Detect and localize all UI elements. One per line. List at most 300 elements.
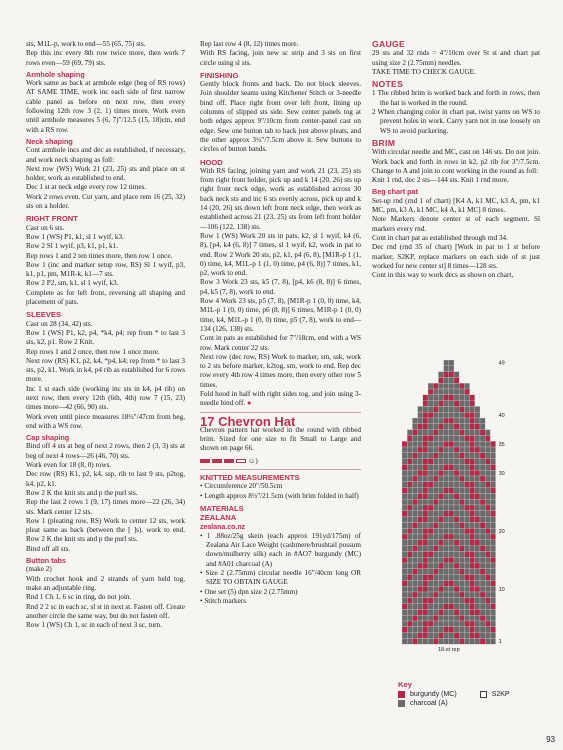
chart-cell: [464, 447, 469, 453]
chart-cell: [449, 580, 454, 586]
chart-cell: [407, 609, 412, 615]
chart-cell: [454, 493, 459, 499]
chart-cell: [418, 517, 423, 523]
chart-cell: [402, 569, 407, 575]
chart-cell: [438, 499, 443, 505]
chart-cell: [485, 517, 490, 523]
chart-cell: [449, 517, 454, 523]
chart-cell: [444, 511, 449, 517]
chart-cell: [459, 534, 464, 540]
chart-cell: [423, 615, 428, 621]
chart-cell: [475, 435, 480, 441]
chart-cell: [449, 505, 454, 511]
chart-cell: [449, 430, 454, 436]
chart-cell: [475, 453, 480, 459]
chart-cell: [433, 418, 438, 424]
chart-cell: [428, 447, 433, 453]
chart-cell: [423, 493, 428, 499]
chart-cell: [402, 464, 407, 470]
chart-cell: [490, 476, 495, 482]
chart-cell: [433, 430, 438, 436]
chart-cell: [449, 412, 454, 418]
chart-cell: [412, 522, 417, 528]
chart-cell: [407, 557, 412, 563]
chart-cell: [454, 569, 459, 575]
chart-cell: [444, 586, 449, 592]
chart-cell: [407, 551, 412, 557]
chart-cell: [454, 424, 459, 430]
chart-cell: [407, 459, 412, 465]
chart-cell: [490, 586, 495, 592]
chart-cell: [480, 528, 485, 534]
section-heading: SLEEVES: [26, 310, 62, 320]
chart-cell: [449, 615, 454, 621]
body-text: Work same as back at armhole edge (beg of RS rows) AT SAME TIME, work inc each side of first narrow cable panel as before on next row, then every following 12th row 3 (2, 1) times more. Work even until armhole measures 5 (6, 7)"/12.5 (15, 18)cm, end with a RS row.: [26, 79, 185, 134]
chart-cell: [454, 609, 459, 615]
chart-cell: [423, 609, 428, 615]
chart-cell: [428, 505, 433, 511]
chart-cell: [449, 441, 454, 447]
chart-cell: [402, 470, 407, 476]
chart-cell: [407, 540, 412, 546]
chart-cell: [402, 604, 407, 610]
chart-cell: [444, 638, 449, 644]
chart-cell: [433, 546, 438, 552]
chart-cell: [438, 621, 443, 627]
chart-cell: [423, 418, 428, 424]
chart-cell: [470, 586, 475, 592]
chart-cell: [433, 615, 438, 621]
chart-cell: [423, 459, 428, 465]
chart-cell: [485, 470, 490, 476]
key-heading: Key: [398, 680, 412, 689]
chart-cell: [454, 488, 459, 494]
chart-cell: [449, 476, 454, 482]
chart-cell: [428, 540, 433, 546]
chart-cell: [433, 424, 438, 430]
chart-cell: [433, 627, 438, 633]
chart-cell: [485, 627, 490, 633]
chart-cell: [480, 598, 485, 604]
chart-cell: [464, 476, 469, 482]
chart-cell: [464, 389, 469, 395]
chart-cell: [490, 540, 495, 546]
chart-cell: [459, 615, 464, 621]
chart-cell: [438, 586, 443, 592]
chart-cell: [459, 430, 464, 436]
chart-cell: [407, 633, 412, 639]
chart-cell: [470, 557, 475, 563]
chart-cell: [418, 430, 423, 436]
chart-cell: [485, 488, 490, 494]
chart-cell: [459, 435, 464, 441]
chart-cell: [449, 424, 454, 430]
chart-cell: [470, 493, 475, 499]
chart-cell: [423, 580, 428, 586]
body-text: Cast on 28 (34, 42) sts. Row 1 (WS) P1, k2, p4, *k4, p4; rep from * to last 3 sts, k2, p1. Row 2 Knit. Rep rows 1 and 2 once, then row 1 once more. Next row (RS) K1, p2, k4, *p4, k4; rep from * to last 3 sts, p2, k1. Work in k4, p4 rib as established for 6 rows more. Inc 1 st each side (working inc sts in k4, p4 rib) on next row, then every 12th (6th, 4th) row 7 (15, 23) times more—42 (66, 90) sts. Work even until piece measures 18½"/47cm from beg, end with a WS row.: [26, 319, 185, 430]
chart-cell: [428, 424, 433, 430]
chart-cell: [428, 598, 433, 604]
chart-cell: [470, 401, 475, 407]
chart-cell: [449, 638, 454, 644]
chart-cell: [454, 406, 459, 412]
chart-cell: [454, 575, 459, 581]
chart-cell: [433, 534, 438, 540]
section-heading: Beg chart pat: [372, 187, 418, 197]
list-item: • 1 .88oz/25g skein (each approx 191yd/175m) of Zealana Air Lace Weight (cashmere/brushtail possum down/mulberry silk) each in #AO7 burgundy (MC) and #A01 charcoal (A): [200, 531, 361, 568]
chart-cell: [423, 441, 428, 447]
chart-cell: [475, 459, 480, 465]
chart-cell: [423, 540, 428, 546]
chart-cell: [418, 598, 423, 604]
chart-cell: [412, 627, 417, 633]
chart-cell: [459, 546, 464, 552]
chart-cell: [402, 505, 407, 511]
chart-cell: [480, 470, 485, 476]
chart-cell: [454, 586, 459, 592]
chart-cell: [459, 499, 464, 505]
chart-cell: [464, 383, 469, 389]
chart-cell: [485, 453, 490, 459]
chart-cell: [464, 418, 469, 424]
chart-cell: [475, 563, 480, 569]
chart-cell: [464, 580, 469, 586]
chart-cell: [454, 534, 459, 540]
chart-cell: [470, 575, 475, 581]
chart-cell: [438, 627, 443, 633]
chart-cell: [485, 522, 490, 528]
chart-cell: [402, 621, 407, 627]
chart-cell: [475, 633, 480, 639]
chart-cell: [444, 627, 449, 633]
chart-cell: [464, 488, 469, 494]
chart-cell: [454, 528, 459, 534]
chart-cell: [480, 459, 485, 465]
chart-cell: [470, 447, 475, 453]
column-1: [26, 40, 185, 630]
chart-cell: [402, 517, 407, 523]
chart-cell: [423, 575, 428, 581]
chart-cell: [418, 638, 423, 644]
chart-cell: [459, 621, 464, 627]
chart-cell: [428, 412, 433, 418]
chart-cell: [412, 609, 417, 615]
chart-cell: [464, 598, 469, 604]
key-row: [398, 700, 548, 707]
chart-row-label: 40: [498, 412, 505, 419]
chart-cell: [428, 609, 433, 615]
chart-cell: [480, 580, 485, 586]
chart-cell: [454, 447, 459, 453]
chart-cell: [490, 592, 495, 598]
chart-cell: [444, 528, 449, 534]
chart-cell: [433, 406, 438, 412]
chart-cell: [418, 464, 423, 470]
chart-cell: [433, 412, 438, 418]
chart-cell: [480, 615, 485, 621]
chart-cell: [412, 586, 417, 592]
chart-cell: [412, 418, 417, 424]
chart-cell: [459, 627, 464, 633]
chart-cell: [480, 609, 485, 615]
chart-cell: [444, 505, 449, 511]
chart-cell: [438, 563, 443, 569]
chart-cell: [454, 464, 459, 470]
chart-cell: [459, 592, 464, 598]
chart-cell: [449, 551, 454, 557]
chart-cell: [449, 493, 454, 499]
chart-cell: [418, 627, 423, 633]
chart-cell: [438, 557, 443, 563]
chart-cell: [412, 569, 417, 575]
body-text: With circular needle and MC, cast on 146 sts. Do not join. Work back and forth in rows in k2, p2 rib for 3"/7.5cm. Change to A and join to cont working in the round as foll: Knit 1 rnd, dec 2 sts—144 sts. Knit 1 rnd more.: [372, 148, 540, 185]
chart-cell: [470, 528, 475, 534]
chart-cell: [490, 470, 495, 476]
chart-cell: [423, 505, 428, 511]
chart-cell: [480, 534, 485, 540]
chart-cell: [454, 638, 459, 644]
chart-cell: [449, 522, 454, 528]
section-heading: Button tabs: [26, 556, 66, 566]
chart-cell: [470, 424, 475, 430]
chart-cell: [428, 493, 433, 499]
chart-cell: [438, 418, 443, 424]
chart-cell: [412, 604, 417, 610]
chart-cell: [428, 499, 433, 505]
chart-cell: [475, 418, 480, 424]
chart-cell: [470, 511, 475, 517]
chart-cell: [433, 476, 438, 482]
chart-cell: [449, 453, 454, 459]
chart-cell: [433, 493, 438, 499]
chart-cell: [464, 499, 469, 505]
chart-cell: [438, 534, 443, 540]
chart-cell: [454, 546, 459, 552]
chart-cell: [444, 377, 449, 383]
chart-cell: [433, 580, 438, 586]
section-heading: FINISHING: [200, 70, 239, 80]
chart-cell: [423, 511, 428, 517]
chart-cell: [444, 366, 449, 372]
chart-cell: [444, 360, 449, 366]
chart-cell: [454, 459, 459, 465]
chart-cell: [490, 453, 495, 459]
chart-cell: [454, 592, 459, 598]
chart-cell: [423, 528, 428, 534]
chart-cell: [444, 389, 449, 395]
chart-cell: [444, 412, 449, 418]
chart-cell: [412, 575, 417, 581]
column-2: [200, 40, 361, 606]
chart-cell: [438, 441, 443, 447]
chart-cell: [418, 604, 423, 610]
chart-cell: [480, 551, 485, 557]
chart-cell: [459, 586, 464, 592]
chart-cell: [454, 453, 459, 459]
chart-cell: [470, 459, 475, 465]
chart-cell: [449, 528, 454, 534]
chart-cell: [438, 453, 443, 459]
chart-cell: [449, 621, 454, 627]
chart-cell: [423, 395, 428, 401]
chart-cell: [407, 493, 412, 499]
chart-cell: [407, 522, 412, 528]
chart-cell: [402, 592, 407, 598]
chart-cell: [412, 592, 417, 598]
chart-cell: [402, 482, 407, 488]
chart-cell: [412, 546, 417, 552]
burgundy-swatch-icon: [398, 691, 405, 698]
chart-cell: [407, 511, 412, 517]
chart-cell: [449, 366, 454, 372]
chart-cell: [459, 563, 464, 569]
chart-cell: [418, 534, 423, 540]
chart-cell: [464, 609, 469, 615]
chart-cell: [470, 441, 475, 447]
chart-cell: [490, 528, 495, 534]
key-label: burgundy (MC): [410, 691, 457, 698]
chart-cell: [475, 476, 480, 482]
chart-cell: [464, 563, 469, 569]
chart-cell: [438, 604, 443, 610]
chart-cell: [449, 604, 454, 610]
chart-cell: [433, 395, 438, 401]
chart-cell: [480, 563, 485, 569]
body-text: Gently block fronts and back. Do not block sleeves. Join shoulder seams using Kitchener Stitch or 3-needle bind off. Place right front over left front, lining up columns of slipped sts side. Sew center panels tog at both edges approx 9"/10cm from center-panel cast on edge. Sew one button tab to back just above pleats, and the other approx 3½"/7.5cm above it. Sew buttons to circles of button bands.: [200, 80, 361, 154]
chart-cell: [490, 575, 495, 581]
body-text: Cast on 6 sts. Row 1 (WS) P1, k1, sl 1 wyif, k3. Row 2 Sl 1 wyif, p3, k1, p1, k1. Rep rows 1 and 2 ten times more, then row 1 once. Row 1 (inc and marker setup row, RS) Sl 1 wyif, p3, k1, p1, pm, M1R-k, k1—7 sts. Row 2 P2, sm, k1, sl 1 wyif, k3. Complete as for left front, reversing all shaping and placement of pats.: [26, 223, 185, 307]
chart-cell: [480, 482, 485, 488]
chart-cell: [459, 441, 464, 447]
chart-cell: [470, 569, 475, 575]
chart-cell: [459, 557, 464, 563]
chart-cell: [475, 505, 480, 511]
chart-cell: [423, 401, 428, 407]
chart-cell: [464, 528, 469, 534]
chart-cell: [438, 476, 443, 482]
chart-row-label: 20: [498, 528, 505, 535]
chart-cell: [418, 586, 423, 592]
chart-cell: [412, 499, 417, 505]
chart-cell: [444, 604, 449, 610]
chart-cell: [475, 406, 480, 412]
chart-cell: [428, 557, 433, 563]
chart-cell: [433, 435, 438, 441]
chart-cell: [475, 557, 480, 563]
chart-cell: [490, 488, 495, 494]
chart-cell: [485, 511, 490, 517]
chart-cell: [475, 609, 480, 615]
chart-cell: [470, 430, 475, 436]
chart-cell: [438, 464, 443, 470]
chart-cell: [449, 511, 454, 517]
chart-cell: [449, 540, 454, 546]
chart-cell: [423, 551, 428, 557]
chart-cell: [433, 505, 438, 511]
chart-key: [398, 680, 548, 707]
chart-cell: [470, 453, 475, 459]
brand-name: ZEALANA: [200, 513, 237, 523]
chart-cell: [485, 447, 490, 453]
measurements-list: [200, 482, 361, 501]
chart-cell: [428, 615, 433, 621]
chart-cell: [454, 482, 459, 488]
chart-cell: [433, 609, 438, 615]
chart-cell: [459, 470, 464, 476]
chart-cell: [402, 580, 407, 586]
section-heading: GAUGE: [372, 39, 406, 49]
chart-cell: [433, 586, 438, 592]
body-text: Set-up rnd (rnd 1 of chart) [K4 A, k1 MC, k3 A, pm, k1 MC, pm, k3 A, k1 MC, k4 A, k1 MC] 8 times. Note Markers denote center st of each segment. Sl markers every rnd. Cont in chart pat as established through rnd 34. Dec rnd (rnd 35 of chart) [Work in pat to 1 st before marker, S2KP, replace markers on each side of st just worked for new center st] 8 times—128 sts. Cont in this way to work decs as shown on chart,: [372, 196, 540, 280]
chart-cell: [464, 470, 469, 476]
chart-cell: [464, 430, 469, 436]
chart-cell: [418, 412, 423, 418]
chart-cell: [470, 470, 475, 476]
chart-cell: [459, 575, 464, 581]
chart-cell: [480, 424, 485, 430]
chart-cell: [454, 598, 459, 604]
chart-cell: [470, 522, 475, 528]
chart-cell: [485, 569, 490, 575]
chart-cell: [485, 592, 490, 598]
chart-cell: [423, 482, 428, 488]
chart-cell: [433, 511, 438, 517]
chart-cell: [423, 470, 428, 476]
chart-cell: [464, 540, 469, 546]
section-heading: RIGHT FRONT: [26, 214, 78, 224]
chart-cell: [438, 447, 443, 453]
chart-cell: [470, 604, 475, 610]
chart-cell: [423, 406, 428, 412]
chart-cell: [459, 511, 464, 517]
chart-cell: [418, 522, 423, 528]
chart-cell: [449, 482, 454, 488]
chart-cell: [459, 424, 464, 430]
chart-cell: [423, 638, 428, 644]
chart-cell: [454, 372, 459, 378]
chart-cell: [402, 598, 407, 604]
chart-cell: [470, 395, 475, 401]
chart-cell: [428, 435, 433, 441]
chart-cell: [412, 615, 417, 621]
chart-cell: [438, 638, 443, 644]
chart-cell: [438, 482, 443, 488]
chart-cell: [423, 499, 428, 505]
chart-cell: [449, 435, 454, 441]
chart-cell: [428, 528, 433, 534]
chart-cell: [454, 505, 459, 511]
chart-cell: [490, 609, 495, 615]
body-text: sts, M1L-p, work to end—55 (65, 75) sts. Rep this inc every 8th row twice more, then work 7 rows even—59 (69, 79) sts.: [26, 40, 185, 67]
chart-cell: [438, 551, 443, 557]
chart-cell: [412, 435, 417, 441]
chart-cell: [490, 482, 495, 488]
chart-cell: [459, 453, 464, 459]
chart-cell: [475, 470, 480, 476]
chart-cell: [485, 604, 490, 610]
chart-cell: [485, 499, 490, 505]
chart-cell: [454, 517, 459, 523]
chart-cell: [459, 464, 464, 470]
chart-cell: [412, 459, 417, 465]
chart-cell: [470, 482, 475, 488]
chart-cell: [423, 557, 428, 563]
chart-cell: [475, 493, 480, 499]
chart-cell: [464, 517, 469, 523]
chart-cell: [464, 424, 469, 430]
chart-row-label: 35: [498, 441, 505, 448]
chart-cell: [444, 424, 449, 430]
